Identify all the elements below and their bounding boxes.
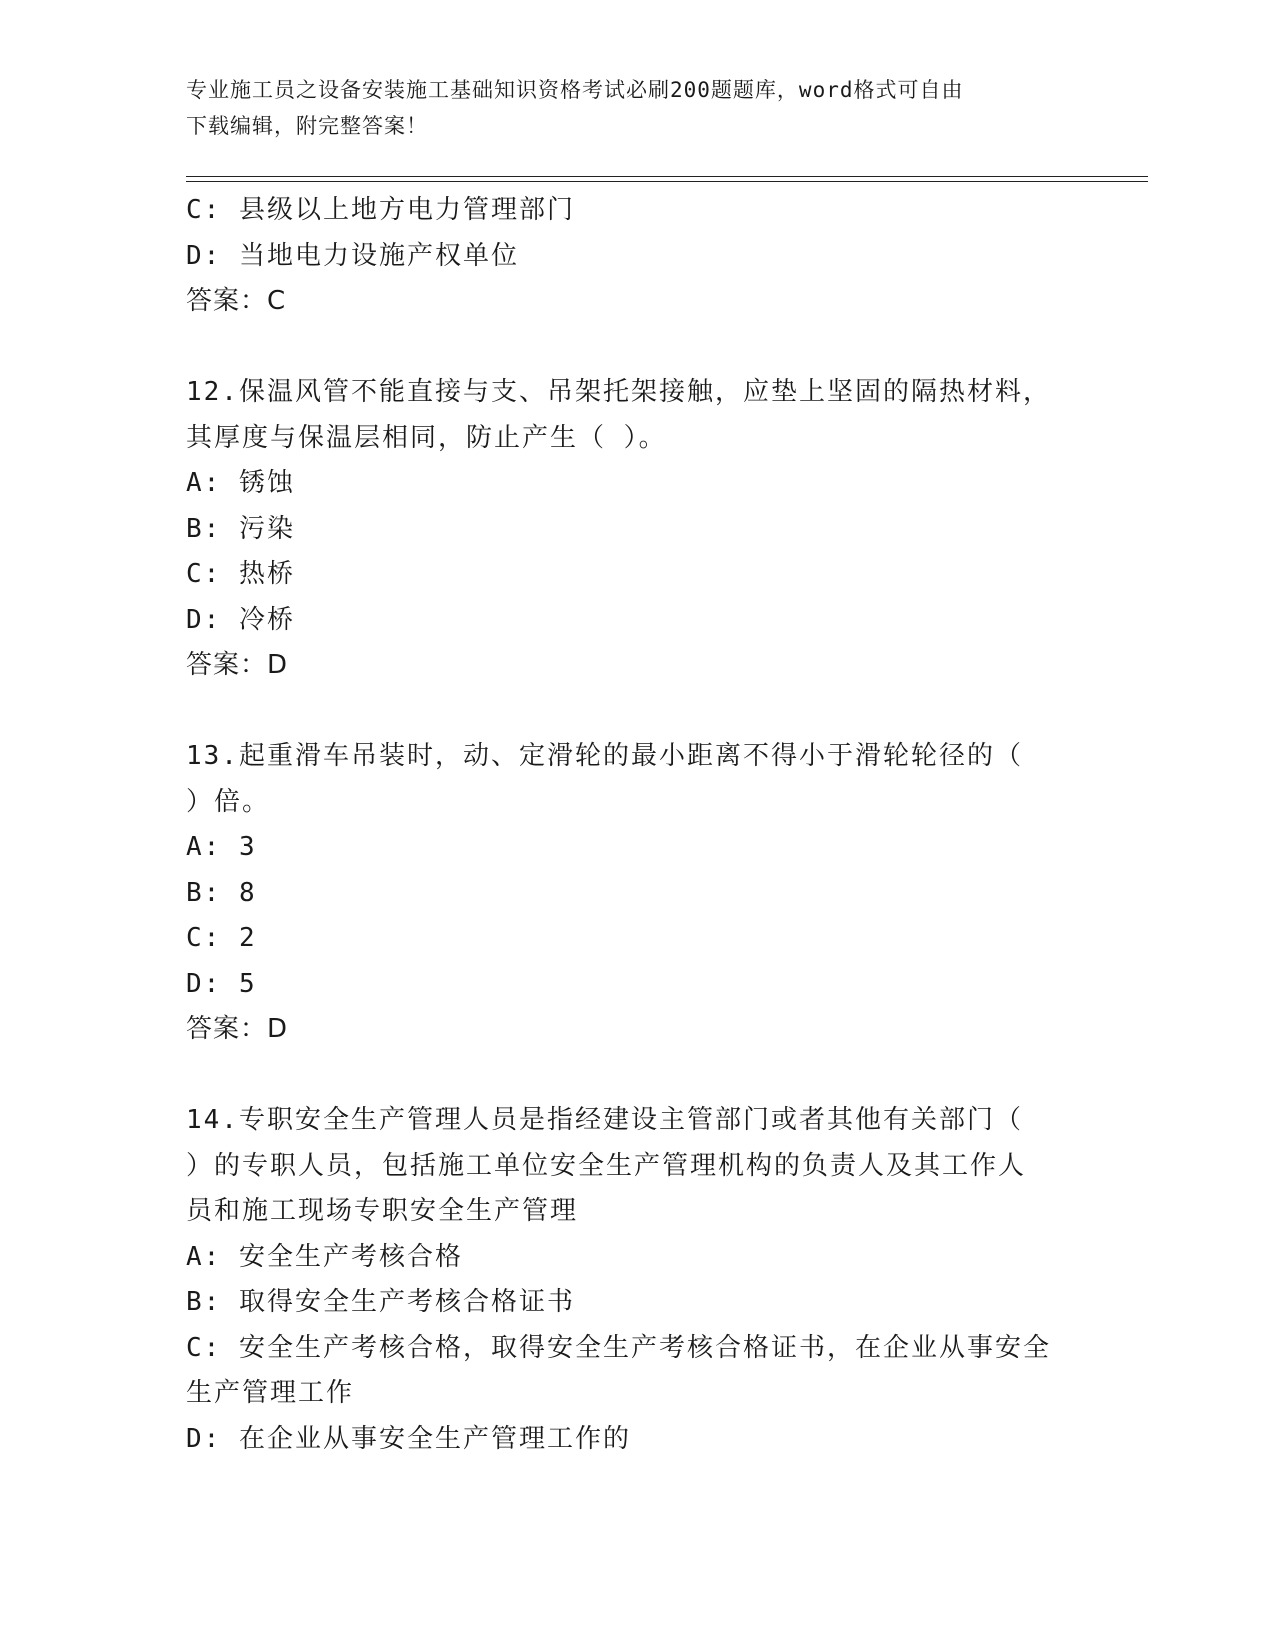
spacer	[186, 1053, 1086, 1099]
option-c: C: 热桥	[186, 559, 295, 589]
option-c-continued: 生产管理工作	[186, 1378, 355, 1408]
option-a: A: 3	[186, 832, 257, 862]
answer-line: 答案：D	[186, 1014, 289, 1044]
option-c: C: 县级以上地方电力管理部门	[186, 195, 575, 225]
question-13	[186, 734, 1086, 1053]
spacer	[186, 325, 1086, 371]
header-line-2: 下载编辑，附完整答案！	[186, 114, 428, 138]
answer-line: 答案：C	[186, 286, 287, 316]
option-a: A: 锈蚀	[186, 468, 295, 498]
option-d: D: 当地电力设施产权单位	[186, 240, 519, 271]
option-c: C: 2	[186, 923, 257, 953]
question-stem-line: 其厚度与保温层相同，防止产生（ ）。	[186, 422, 667, 453]
question-content	[186, 188, 1086, 1462]
answer-line: 答案：D	[186, 650, 289, 680]
option-b: B: 8	[186, 877, 257, 908]
option-b: B: 取得安全生产考核合格证书	[186, 1287, 575, 1317]
option-d: D: 在企业从事安全生产管理工作的	[186, 1423, 631, 1454]
question-stem-line: 12.保温风管不能直接与支、吊架托架接触，应垫上坚固的隔热材料，	[186, 377, 1051, 407]
question-stem-line: 14.专职安全生产管理人员是指经建设主管部门或者其他有关部门（	[186, 1105, 1023, 1135]
header-rule-bottom	[186, 181, 1148, 182]
question-stem-line: 员和施工现场专职安全生产管理	[186, 1196, 579, 1226]
question-stem-line: ）的专职人员，包括施工单位安全生产管理机构的负责人及其工作人	[186, 1150, 1027, 1181]
question-12	[186, 370, 1086, 689]
header-line-1: 专业施工员之设备安装施工基础知识资格考试必刷200题题库，word格式可自由	[186, 78, 964, 102]
prev-question-block	[186, 188, 1086, 325]
question-stem-line: 13.起重滑车吊装时，动、定滑轮的最小距离不得小于滑轮轮径的（	[186, 741, 1023, 771]
header-rule-top	[186, 176, 1148, 177]
option-d: D: 5	[186, 968, 257, 999]
option-c: C: 安全生产考核合格，取得安全生产考核合格证书，在企业从事安全	[186, 1332, 1051, 1363]
spacer	[186, 689, 1086, 735]
question-stem-line: ）倍。	[186, 786, 271, 817]
option-b: B: 污染	[186, 513, 295, 544]
question-14	[186, 1098, 1086, 1462]
document-header	[186, 72, 1066, 144]
option-a: A: 安全生产考核合格	[186, 1241, 463, 1272]
option-d: D: 冷桥	[186, 604, 295, 635]
